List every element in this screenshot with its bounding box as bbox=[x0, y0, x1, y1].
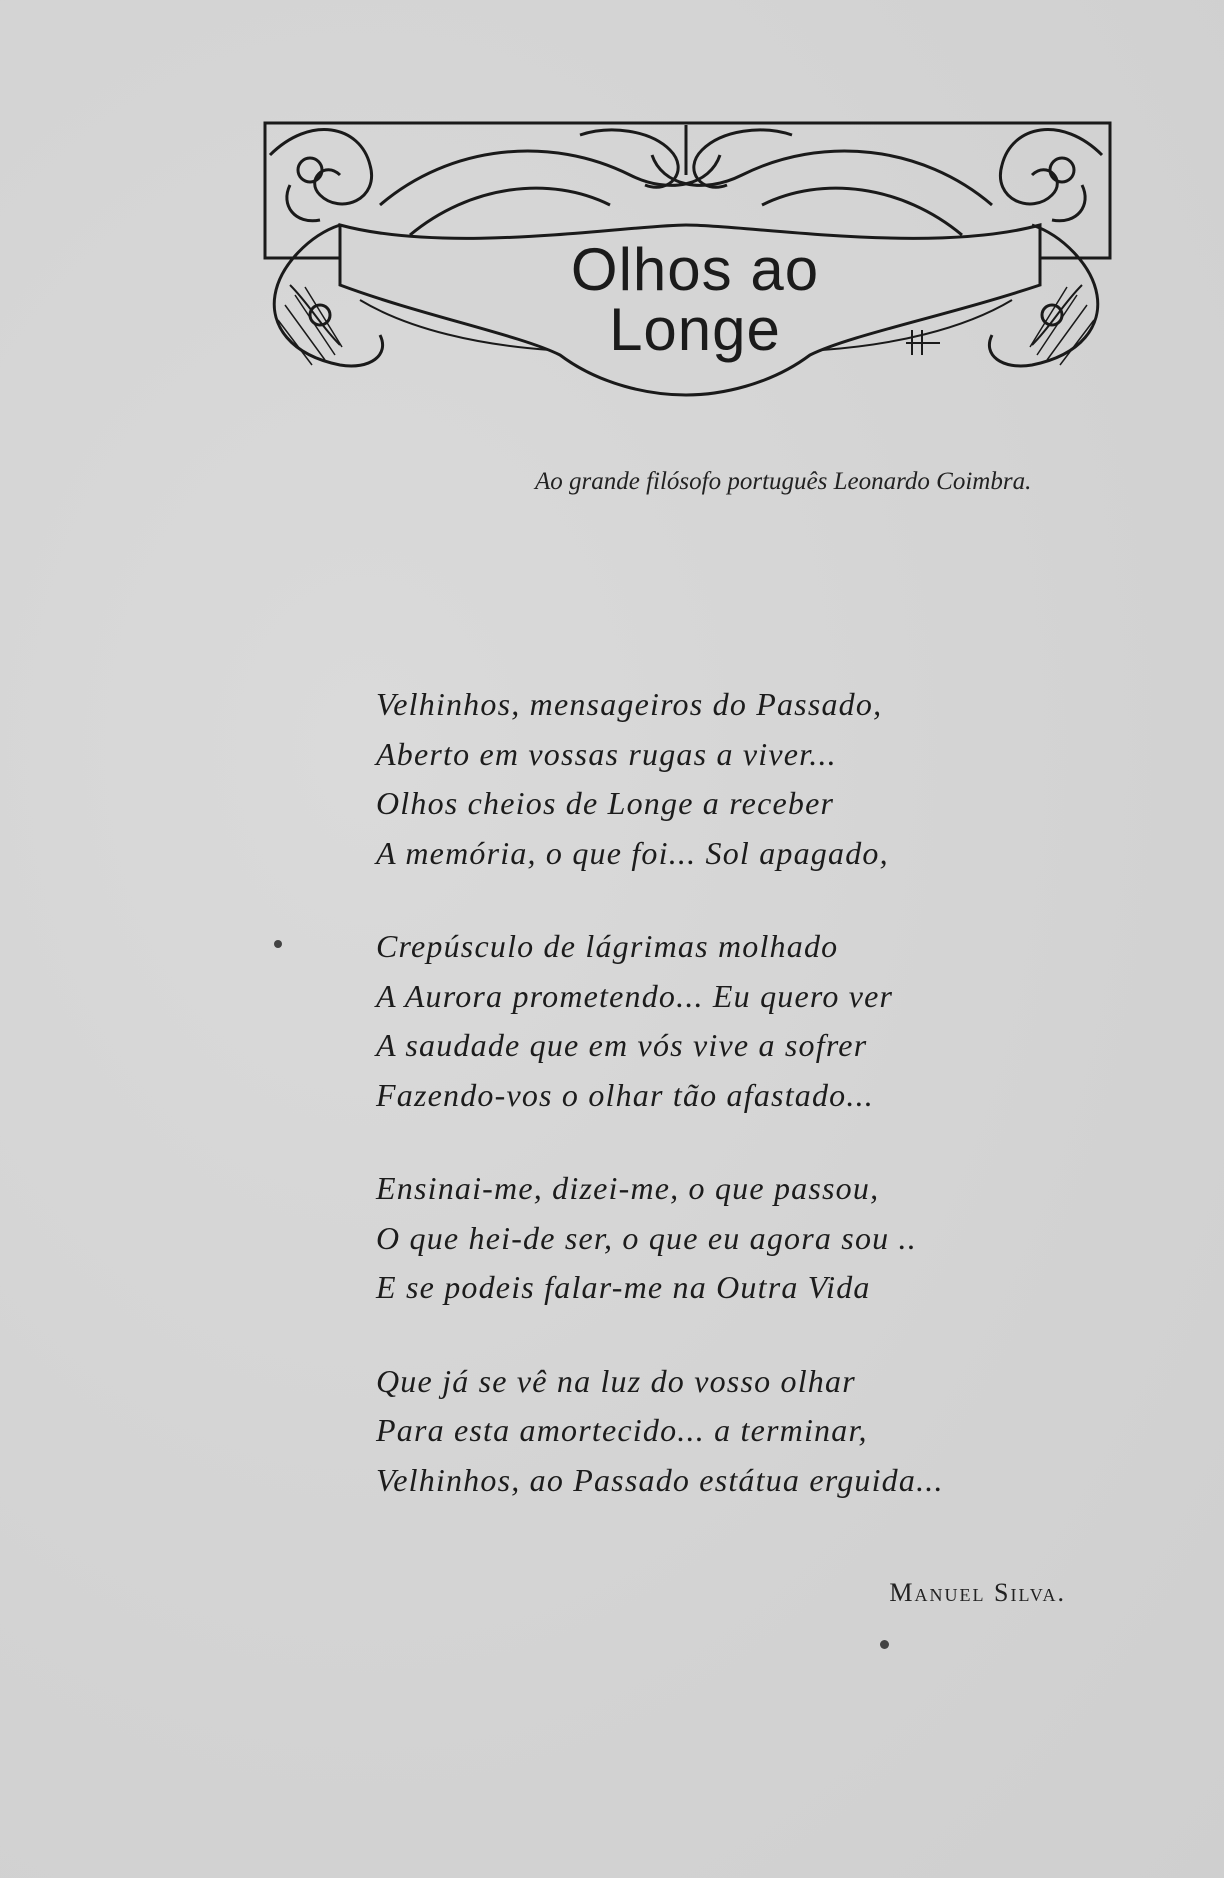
dedication: Ao grande filósofo português Leonardo Coimbra. bbox=[535, 468, 1032, 495]
title-banner bbox=[250, 115, 1122, 405]
stanza bbox=[376, 1357, 1056, 1506]
poem-line: Que já se vê na luz do vosso olhar bbox=[376, 1362, 856, 1399]
stanza bbox=[376, 680, 1056, 878]
poem-line: Fazendo-vos o olhar tão afastado... bbox=[376, 1076, 874, 1113]
poem-line: A memória, o que foi... Sol apagado, bbox=[376, 834, 889, 871]
poem-line: Ensinai-me, dizei-me, o que passou, bbox=[376, 1170, 880, 1206]
poem-line: A Aurora prometendo... Eu quero ver bbox=[376, 977, 894, 1014]
poem-line: Crepúsculo de lágrimas molhado bbox=[376, 928, 839, 964]
poem-line: O que hei-de ser, o que eu agora sou .. bbox=[376, 1219, 917, 1256]
stanza bbox=[376, 922, 1056, 1120]
poem-line: Olhos cheios de Longe a receber bbox=[376, 785, 835, 821]
poem-line: E se podeis falar-me na Outra Vida bbox=[376, 1269, 871, 1305]
stanza bbox=[376, 1164, 1056, 1313]
poem-line: Aberto em vossas rugas a viver... bbox=[376, 735, 837, 772]
ink-speck bbox=[274, 940, 282, 948]
poem bbox=[376, 680, 1056, 1549]
ink-speck bbox=[880, 1640, 889, 1649]
author-signature: Manuel Silva. bbox=[889, 1578, 1066, 1607]
poem-line: Para esta amortecido... a terminar, bbox=[376, 1412, 868, 1448]
poem-line: Velhinhos, ao Passado estátua erguida... bbox=[376, 1461, 944, 1498]
poem-line: Velhinhos, mensageiros do Passado, bbox=[376, 686, 883, 722]
poem-line: A saudade que em vós vive a sofrer bbox=[376, 1027, 868, 1063]
page-title: Olhos ao Longe bbox=[570, 236, 820, 363]
